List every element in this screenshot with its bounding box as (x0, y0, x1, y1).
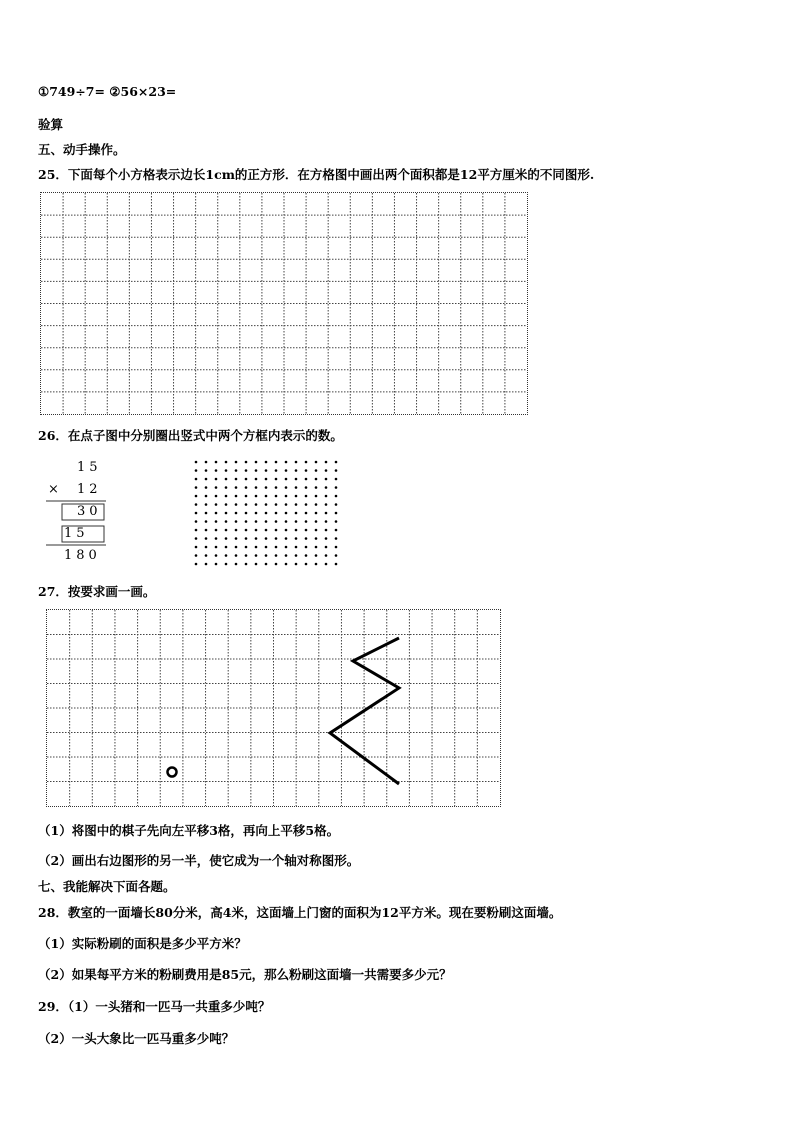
dot (255, 563, 258, 566)
dot (325, 546, 328, 549)
dot (265, 546, 268, 549)
dot (235, 469, 238, 472)
dot (205, 478, 208, 481)
dot (245, 554, 248, 557)
dot (225, 486, 228, 489)
dot (255, 554, 258, 557)
dot (275, 563, 278, 566)
dot (275, 554, 278, 557)
dot (225, 495, 228, 498)
partial-product-1: 30 (77, 504, 102, 519)
dot (265, 503, 268, 506)
dot (215, 503, 218, 506)
dot (235, 563, 238, 566)
dot (285, 537, 288, 540)
dot (285, 469, 288, 472)
figure-layer (47, 610, 502, 808)
dot (315, 537, 318, 540)
dot (255, 520, 258, 523)
dot (205, 546, 208, 549)
dot (325, 554, 328, 557)
dot (275, 486, 278, 489)
dot (225, 546, 228, 549)
dot (335, 478, 338, 481)
dot (275, 520, 278, 523)
dot (195, 478, 198, 481)
dot (275, 546, 278, 549)
dot (195, 486, 198, 489)
dot (195, 495, 198, 498)
dot (235, 520, 238, 523)
dot (195, 469, 198, 472)
dot (305, 546, 308, 549)
dot (205, 537, 208, 540)
dot (305, 503, 308, 506)
dot (215, 469, 218, 472)
dot (245, 537, 248, 540)
dot (195, 563, 198, 566)
dot (195, 512, 198, 515)
dot (305, 495, 308, 498)
dot (205, 520, 208, 523)
dot (245, 469, 248, 472)
dot (295, 461, 298, 464)
dot (285, 478, 288, 481)
dot (255, 546, 258, 549)
dot (215, 563, 218, 566)
square-grid-q27[interactable] (46, 609, 501, 807)
dot (275, 529, 278, 532)
dot (285, 495, 288, 498)
dot (335, 469, 338, 472)
dot (325, 486, 328, 489)
dot (235, 512, 238, 515)
dot (295, 478, 298, 481)
dot (315, 503, 318, 506)
dot (295, 503, 298, 506)
dot (215, 537, 218, 540)
dot (265, 486, 268, 489)
dot (255, 486, 258, 489)
dot (265, 537, 268, 540)
dot (335, 546, 338, 549)
chess-piece-icon (168, 768, 177, 777)
dot (215, 520, 218, 523)
dot (195, 537, 198, 540)
dot (205, 554, 208, 557)
dot (315, 546, 318, 549)
question-26: 26．在点子图中分别圈出竖式中两个方框内表示的数。 (38, 428, 343, 443)
dot (315, 512, 318, 515)
dot (215, 546, 218, 549)
dot (315, 520, 318, 523)
dot (245, 495, 248, 498)
dot (315, 529, 318, 532)
dot (205, 512, 208, 515)
dot (335, 461, 338, 464)
dot (275, 469, 278, 472)
dot (205, 529, 208, 532)
dot (225, 529, 228, 532)
dot (225, 461, 228, 464)
dot (315, 495, 318, 498)
dot (295, 512, 298, 515)
dot (225, 503, 228, 506)
dot (305, 461, 308, 464)
dot (285, 554, 288, 557)
partial-product-2: 15 (64, 526, 89, 541)
square-grid-q25[interactable] (40, 192, 528, 415)
dot (315, 469, 318, 472)
dot (295, 554, 298, 557)
dot (335, 512, 338, 515)
dot (225, 469, 228, 472)
question-27-part-2: （2）画出右边图形的另一半，使它成为一个轴对称图形。 (38, 853, 360, 868)
dot (285, 486, 288, 489)
section-7-heading: 七、我能解决下面各题。 (38, 879, 176, 894)
dot (245, 461, 248, 464)
dot (235, 478, 238, 481)
dot (305, 486, 308, 489)
dot (195, 546, 198, 549)
dot (265, 512, 268, 515)
dot (205, 563, 208, 566)
dot (255, 461, 258, 464)
dot (335, 520, 338, 523)
dot (195, 520, 198, 523)
dot (235, 554, 238, 557)
multiplicand: 15 (77, 460, 102, 475)
dot (335, 503, 338, 506)
dot (235, 503, 238, 506)
zigzag-half-figure (330, 638, 399, 784)
dot (325, 461, 328, 464)
dot (285, 503, 288, 506)
dot (225, 520, 228, 523)
dot (215, 461, 218, 464)
dot (255, 469, 258, 472)
dot (215, 478, 218, 481)
dot (295, 495, 298, 498)
dot (305, 554, 308, 557)
dot (235, 537, 238, 540)
dot (335, 486, 338, 489)
dot (305, 537, 308, 540)
question-29-part-1: 29．（1）一头猪和一匹马一共重多少吨？ (38, 999, 271, 1014)
dot (285, 546, 288, 549)
question-27: 27．按要求画一画。 (38, 584, 156, 599)
dot (275, 495, 278, 498)
dot (215, 554, 218, 557)
dot (335, 554, 338, 557)
dot (225, 554, 228, 557)
dot (275, 503, 278, 506)
dot (205, 495, 208, 498)
dot (325, 520, 328, 523)
dot (205, 469, 208, 472)
dot (295, 529, 298, 532)
dot (275, 461, 278, 464)
dot (325, 537, 328, 540)
dot (325, 503, 328, 506)
dot (245, 529, 248, 532)
dot (275, 512, 278, 515)
dot (305, 478, 308, 481)
dot (235, 486, 238, 489)
dot (235, 495, 238, 498)
question-28: 28．教室的一面墙长80分米，高4米，这面墙上门窗的面积为12平方米。现在要粉刷这面墙。 (38, 905, 562, 920)
dot (245, 520, 248, 523)
dot (235, 461, 238, 464)
dot (295, 520, 298, 523)
dot (305, 469, 308, 472)
dot (315, 563, 318, 566)
question-29-part-2: （2）一头大象比一匹马重多少吨？ (38, 1031, 235, 1046)
dot (305, 529, 308, 532)
dot (305, 563, 308, 566)
dot (265, 520, 268, 523)
dot-pattern (193, 459, 339, 567)
dot (205, 461, 208, 464)
dot (255, 529, 258, 532)
dot (225, 563, 228, 566)
dot (275, 478, 278, 481)
dot (295, 469, 298, 472)
dot (325, 512, 328, 515)
dot (225, 512, 228, 515)
dot (285, 520, 288, 523)
dot (285, 529, 288, 532)
dot (215, 495, 218, 498)
dot (245, 546, 248, 549)
dot (225, 478, 228, 481)
dot (265, 461, 268, 464)
dot (295, 563, 298, 566)
dot (325, 495, 328, 498)
dot (265, 529, 268, 532)
verify-label: 验算 (38, 117, 64, 132)
dot (245, 503, 248, 506)
dot (205, 503, 208, 506)
dot (195, 503, 198, 506)
dot (265, 554, 268, 557)
dot (215, 529, 218, 532)
dot (335, 537, 338, 540)
question-25: 25．下面每个小方格表示边长1cm的正方形．在方格图中画出两个面积都是12平方厘米的不同图形. (38, 167, 595, 182)
dot (245, 563, 248, 566)
dot (235, 529, 238, 532)
calc-problems: ①749÷7= ②56×23= (38, 84, 177, 99)
dot (265, 478, 268, 481)
dot (265, 495, 268, 498)
question-28-part-2: （2）如果每平方米的粉刷费用是85元，那么粉刷这面墙一共需要多少元？ (38, 967, 452, 982)
dot (315, 486, 318, 489)
dot (255, 503, 258, 506)
dot (325, 478, 328, 481)
dot (295, 486, 298, 489)
dot (325, 469, 328, 472)
dot (205, 486, 208, 489)
dot (315, 554, 318, 557)
vertical-multiplication (44, 458, 124, 568)
dot (335, 563, 338, 566)
dot (295, 537, 298, 540)
dot (335, 495, 338, 498)
dot (255, 537, 258, 540)
dot-array[interactable] (193, 459, 339, 567)
dot (235, 546, 238, 549)
dot (295, 546, 298, 549)
dot (305, 520, 308, 523)
dot (315, 478, 318, 481)
dot (195, 554, 198, 557)
dot (195, 461, 198, 464)
grid-lines (41, 193, 529, 416)
dot (265, 469, 268, 472)
dot (265, 563, 268, 566)
dot (285, 563, 288, 566)
dot (305, 512, 308, 515)
dot (215, 512, 218, 515)
question-28-part-1: （1）实际粉刷的面积是多少平方米？ (38, 936, 247, 951)
times-sign: × (48, 482, 63, 497)
dot (325, 529, 328, 532)
dot (255, 478, 258, 481)
dot (245, 512, 248, 515)
multiplier: 12 (77, 482, 102, 497)
product-result: 180 (64, 548, 101, 563)
dot (215, 486, 218, 489)
dot (255, 495, 258, 498)
dot (225, 537, 228, 540)
dot (335, 529, 338, 532)
dot (285, 512, 288, 515)
question-27-part-1: （1）将图中的棋子先向左平移3格，再向上平移5格。 (38, 823, 340, 838)
dot (255, 512, 258, 515)
dot (275, 537, 278, 540)
dot (285, 461, 288, 464)
section-5-heading: 五、动手操作。 (38, 142, 126, 157)
dot (325, 563, 328, 566)
dot (245, 486, 248, 489)
dot (245, 478, 248, 481)
dot (195, 529, 198, 532)
dot (315, 461, 318, 464)
